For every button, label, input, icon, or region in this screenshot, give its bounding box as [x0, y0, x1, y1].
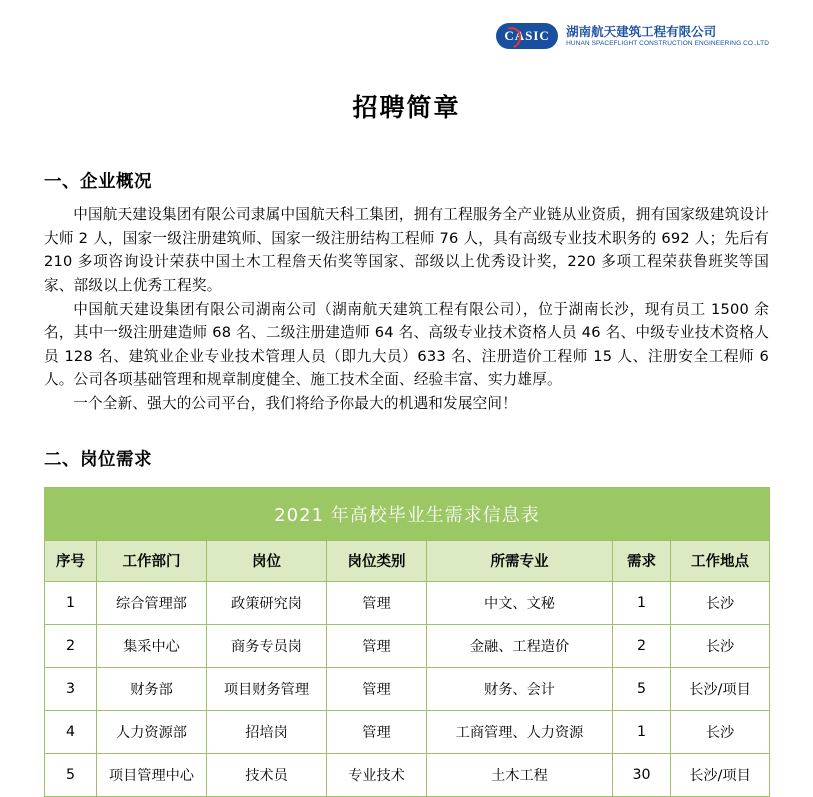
cell-position: 商务专员岗: [207, 624, 327, 667]
cell-major: 金融、工程造价: [427, 624, 613, 667]
jobs-table-body: [45, 487, 770, 796]
company-name-cn: 湖南航天建筑工程有限公司: [566, 24, 717, 40]
paragraph-2: 中国航天建设集团有限公司湖南公司（湖南航天建筑工程有限公司），位于湖南长沙，现有员工 1500 余名，其中一级注册建造师 68 名、二级注册建造师 64 名、高级专业技术资格人员 46 名、中级专业技术资格人员 128 名、建筑业企业专业技术管理人员（即九大员）633 名、注册造价工程师 15 人、注册安全工程师 6 人。公司各项基础管理和规章制度健全、施工技术全面、经验丰富、实力雄厚。: [44, 300, 769, 389]
cell-position: 项目财务管理: [207, 667, 327, 710]
cell-location: 长沙: [671, 581, 770, 624]
cell-index: 1: [45, 581, 97, 624]
cell-index: 2: [45, 624, 97, 667]
table-row: [45, 753, 770, 796]
cell-demand: 30: [613, 753, 671, 796]
cell-category: 管理: [327, 624, 427, 667]
cell-department: 人力资源部: [97, 710, 207, 753]
cell-major: 土木工程: [427, 753, 613, 796]
cell-index: 4: [45, 710, 97, 753]
table-caption: 2021 年高校毕业生需求信息表: [45, 487, 770, 540]
column-header-index: 序号: [45, 540, 97, 581]
cell-department: 综合管理部: [97, 581, 207, 624]
cell-position: 招培岗: [207, 710, 327, 753]
cell-category: 专业技术: [327, 753, 427, 796]
column-header-category: 岗位类别: [327, 540, 427, 581]
cell-location: 长沙/项目: [671, 753, 770, 796]
jobs-table: [44, 487, 770, 797]
cell-major: 工商管理、人力资源: [427, 710, 613, 753]
casic-logo-icon: CASIC: [496, 23, 558, 49]
cell-demand: 1: [613, 710, 671, 753]
cell-location: 长沙: [671, 624, 770, 667]
section-heading-demand: 二、岗位需求: [44, 449, 152, 470]
cell-department: 项目管理中心: [97, 753, 207, 796]
table-row: [45, 581, 770, 624]
company-name-en: HUNAN SPACEFLIGHT CONSTRUCTION ENGINEERING CO.,LTD: [566, 39, 769, 47]
cell-index: 5: [45, 753, 97, 796]
cell-major: 中文、文秘: [427, 581, 613, 624]
cell-demand: 1: [613, 581, 671, 624]
column-header-major: 所需专业: [427, 540, 613, 581]
table-row: [45, 624, 770, 667]
paragraph-3: 一个全新、强大的公司平台，我们将给予你最大的机遇和发展空间！: [73, 395, 518, 413]
column-header-demand: 需求: [613, 540, 671, 581]
document-header: [44, 0, 769, 56]
column-header-location: 工作地点: [671, 540, 770, 581]
cell-location: 长沙/项目: [671, 667, 770, 710]
cell-demand: 5: [613, 667, 671, 710]
cell-department: 财务部: [97, 667, 207, 710]
cell-category: 管理: [327, 667, 427, 710]
cell-index: 3: [45, 667, 97, 710]
cell-location: 长沙: [671, 710, 770, 753]
table-caption-row: [45, 487, 770, 540]
table-row: [45, 667, 770, 710]
section-heading-overview: 一、企业概况: [44, 172, 152, 192]
cell-demand: 2: [613, 624, 671, 667]
cell-category: 管理: [327, 710, 427, 753]
company-logo: [496, 23, 769, 49]
jobs-table-wrap: [44, 487, 769, 797]
column-header-department: 工作部门: [97, 540, 207, 581]
table-row: [45, 710, 770, 753]
column-header-position: 岗位: [207, 540, 327, 581]
cell-position: 政策研究岗: [207, 581, 327, 624]
cell-category: 管理: [327, 581, 427, 624]
paragraph-1: 中国航天建设集团有限公司隶属中国航天科工集团，拥有工程服务全产业链从业资质，拥有国家级建筑设计大师 2 人，国家一级注册建筑师、国家一级注册结构工程师 76 人，具有高级专业技术职务的 692 人；先后有 210 多项咨询设计荣获中国土木工程詹天佑奖等国家、部级以上优秀设计奖，220 多项工程荣获鲁班奖等国家、部级以上优秀工程奖。: [44, 206, 769, 294]
table-header-row: [45, 540, 770, 581]
cell-position: 技术员: [207, 753, 327, 796]
company-name-block: [566, 24, 769, 48]
cell-major: 财务、会计: [427, 667, 613, 710]
page-title: 招聘简章: [352, 93, 461, 122]
cell-department: 集采中心: [97, 624, 207, 667]
